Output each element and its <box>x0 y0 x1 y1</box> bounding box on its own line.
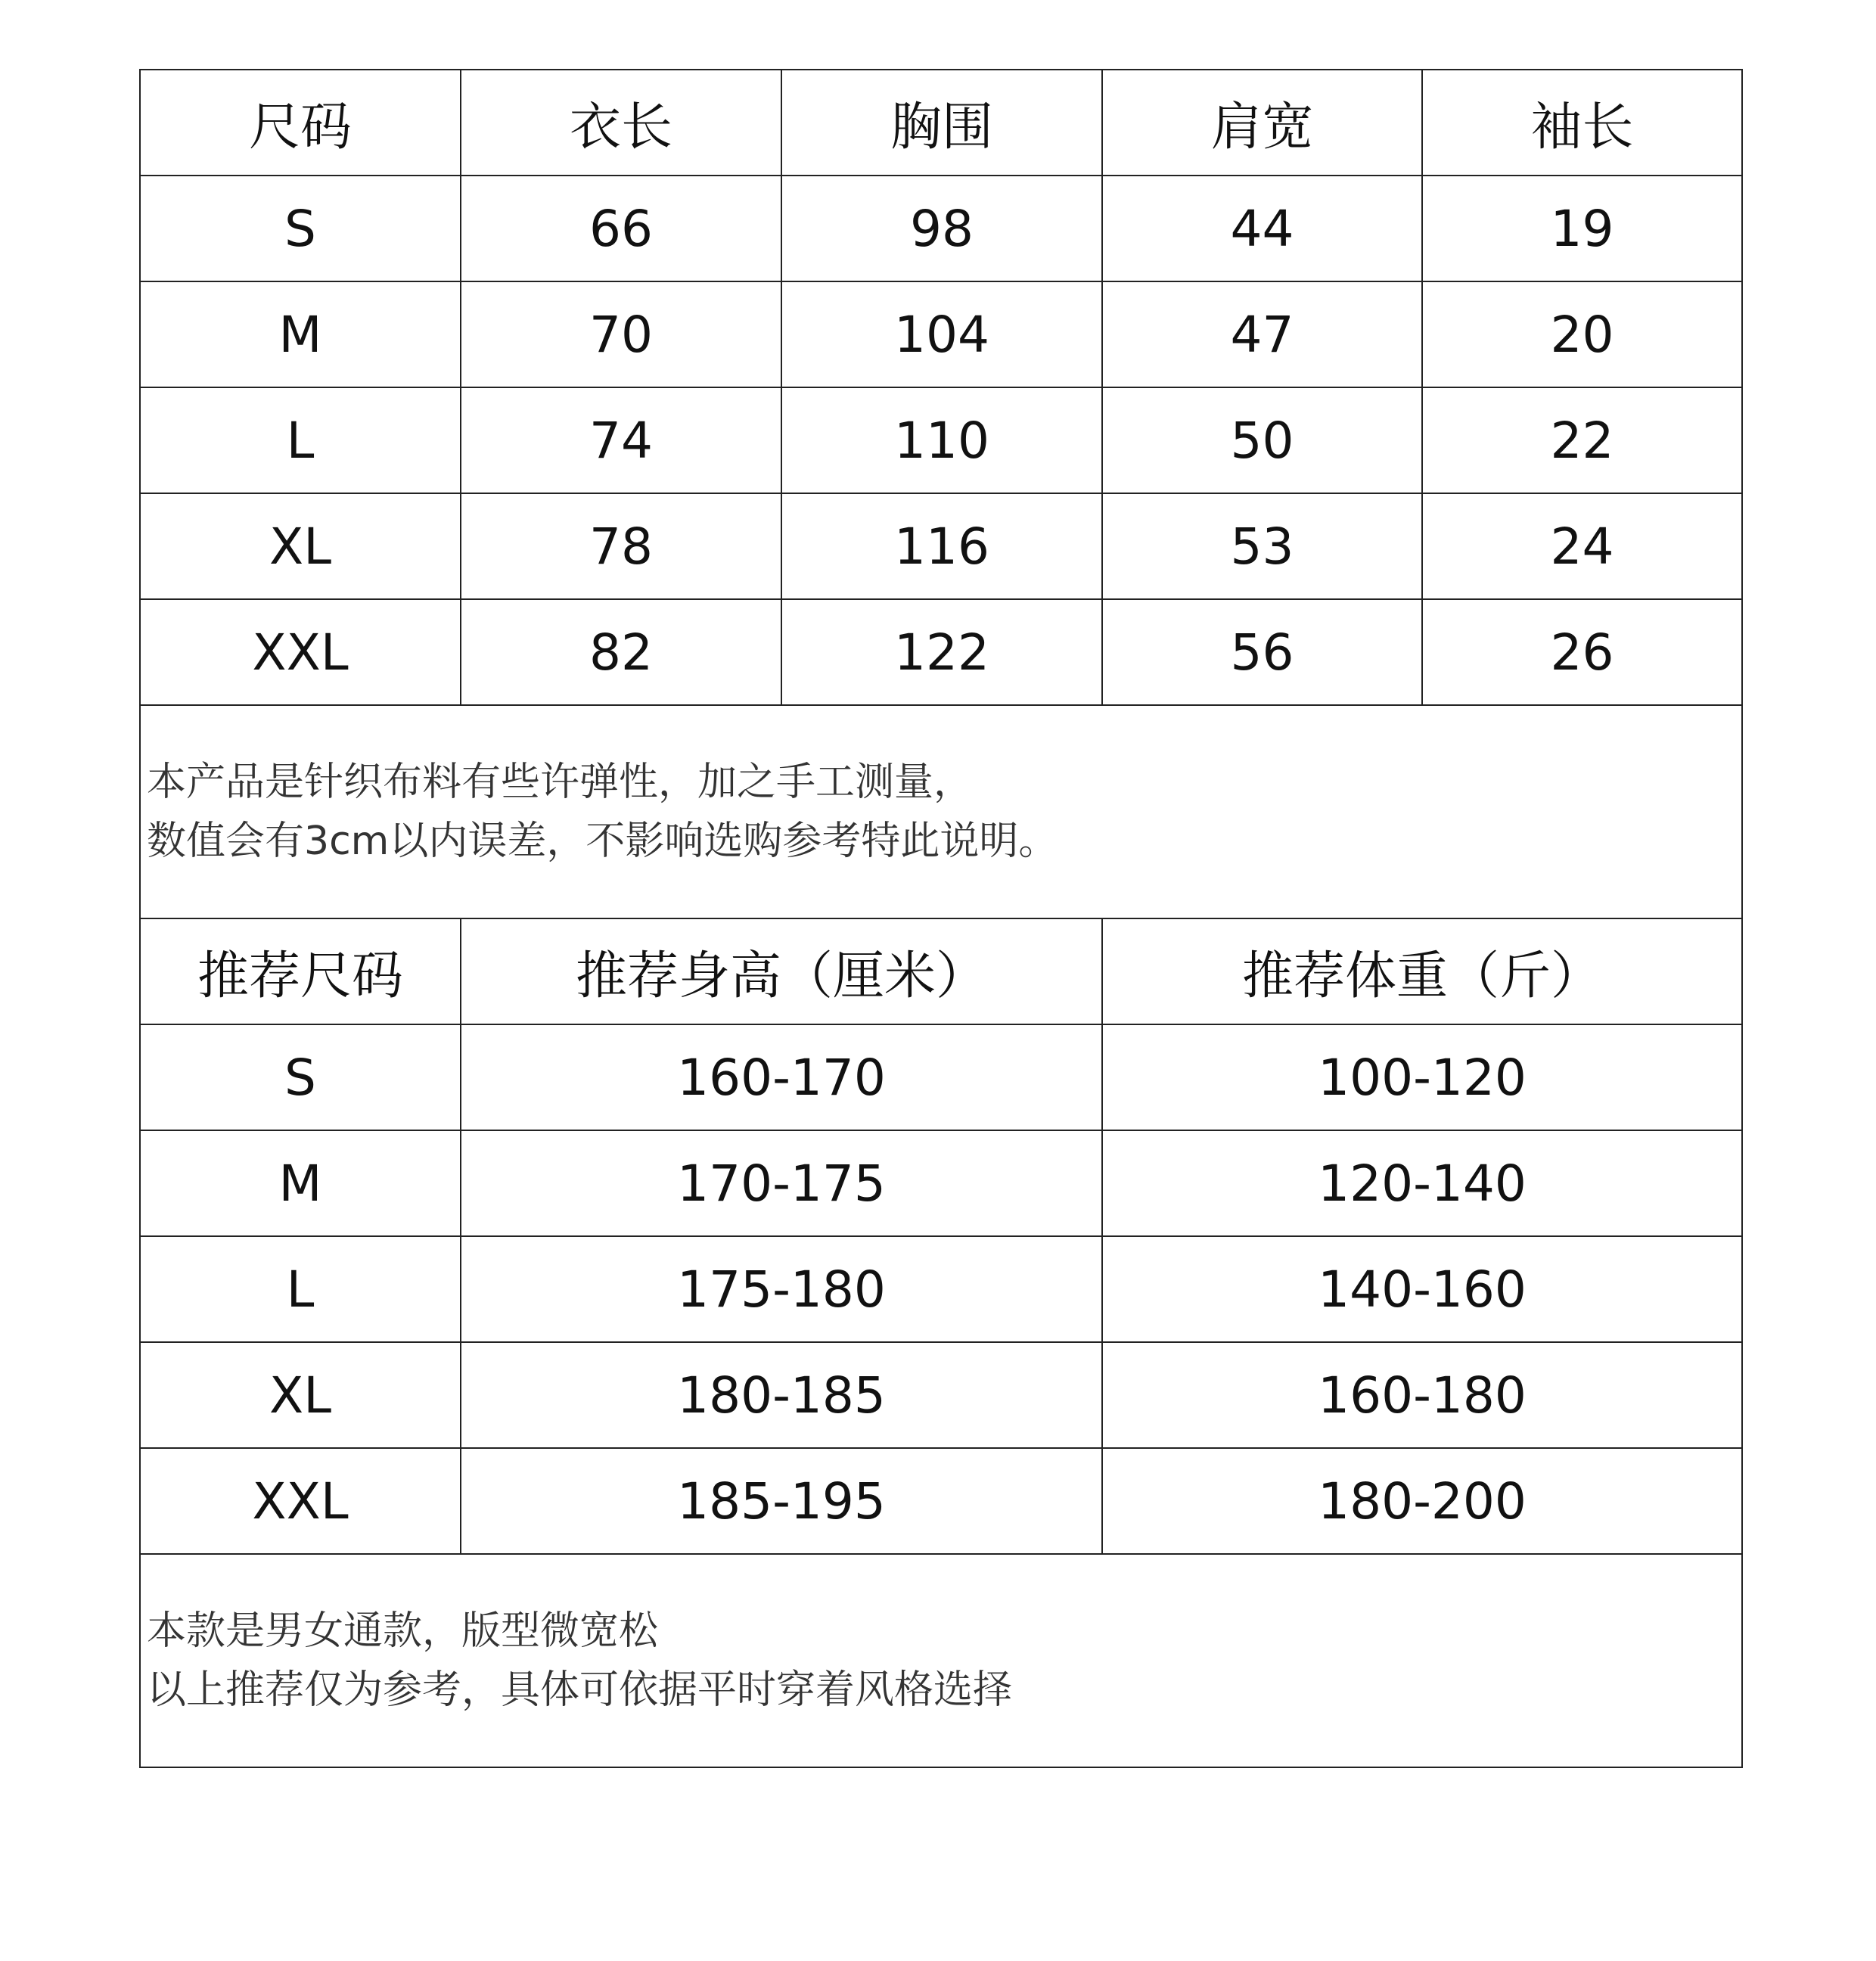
cell-size: S <box>140 176 461 281</box>
cell-shoulder: 56 <box>1102 599 1422 705</box>
cell-length: 74 <box>461 387 781 493</box>
cell-size: M <box>140 1130 461 1236</box>
table-row <box>140 176 1742 281</box>
cell-size: L <box>140 387 461 493</box>
table-row <box>140 1448 1742 1554</box>
header-size: 尺码 <box>140 70 461 176</box>
cell-size: XXL <box>140 599 461 705</box>
header-sleeve: 袖长 <box>1422 70 1742 176</box>
header-shoulder: 肩宽 <box>1102 70 1422 176</box>
cell-shoulder: 47 <box>1102 281 1422 387</box>
cell-weight: 120-140 <box>1102 1130 1742 1236</box>
note-line: 数值会有3cm以内误差，不影响选购参考特此说明。 <box>147 819 1058 864</box>
cell-size: XL <box>140 493 461 599</box>
cell-size: S <box>140 1024 461 1130</box>
size-table-header <box>140 70 1742 176</box>
recommend-note <box>140 1554 1742 1767</box>
table-row <box>140 1236 1742 1342</box>
cell-weight: 140-160 <box>1102 1236 1742 1342</box>
header-recommended-height: 推荐身高（厘米） <box>461 918 1102 1024</box>
note-line: 以上推荐仅为参考，具体可依据平时穿着风格选择 <box>147 1667 1013 1713</box>
cell-weight: 100-120 <box>1102 1024 1742 1130</box>
cell-chest: 104 <box>781 281 1102 387</box>
cell-sleeve: 20 <box>1422 281 1742 387</box>
cell-length: 66 <box>461 176 781 281</box>
recommend-table-header <box>140 918 1742 1024</box>
cell-chest: 116 <box>781 493 1102 599</box>
cell-height: 175-180 <box>461 1236 1102 1342</box>
cell-height: 170-175 <box>461 1130 1102 1236</box>
measurement-note-row <box>140 705 1742 918</box>
table-row <box>140 1024 1742 1130</box>
table-row <box>140 1130 1742 1236</box>
cell-shoulder: 44 <box>1102 176 1422 281</box>
cell-sleeve: 26 <box>1422 599 1742 705</box>
cell-weight: 160-180 <box>1102 1342 1742 1448</box>
note-line: 本产品是针织布料有些许弹性，加之手工测量， <box>147 760 974 805</box>
cell-sleeve: 22 <box>1422 387 1742 493</box>
table-row <box>140 599 1742 705</box>
table-row <box>140 281 1742 387</box>
recommend-note-row <box>140 1554 1742 1767</box>
header-length: 衣长 <box>461 70 781 176</box>
table-row <box>140 1342 1742 1448</box>
table-row <box>140 493 1742 599</box>
cell-size: XL <box>140 1342 461 1448</box>
cell-size: XXL <box>140 1448 461 1554</box>
cell-size: M <box>140 281 461 387</box>
cell-length: 82 <box>461 599 781 705</box>
cell-chest: 122 <box>781 599 1102 705</box>
cell-sleeve: 24 <box>1422 493 1742 599</box>
size-chart-table <box>139 69 1743 1768</box>
cell-length: 78 <box>461 493 781 599</box>
note-line: 本款是男女通款，版型微宽松 <box>147 1608 659 1654</box>
cell-shoulder: 50 <box>1102 387 1422 493</box>
cell-shoulder: 53 <box>1102 493 1422 599</box>
measurement-note <box>140 705 1742 918</box>
header-recommended-weight: 推荐体重（斤） <box>1102 918 1742 1024</box>
cell-height: 185-195 <box>461 1448 1102 1554</box>
cell-height: 180-185 <box>461 1342 1102 1448</box>
size-chart-sheet <box>139 69 1741 1768</box>
cell-chest: 110 <box>781 387 1102 493</box>
cell-size: L <box>140 1236 461 1342</box>
cell-sleeve: 19 <box>1422 176 1742 281</box>
cell-weight: 180-200 <box>1102 1448 1742 1554</box>
header-recommended-size: 推荐尺码 <box>140 918 461 1024</box>
header-chest: 胸围 <box>781 70 1102 176</box>
cell-length: 70 <box>461 281 781 387</box>
cell-height: 160-170 <box>461 1024 1102 1130</box>
table-row <box>140 387 1742 493</box>
cell-chest: 98 <box>781 176 1102 281</box>
